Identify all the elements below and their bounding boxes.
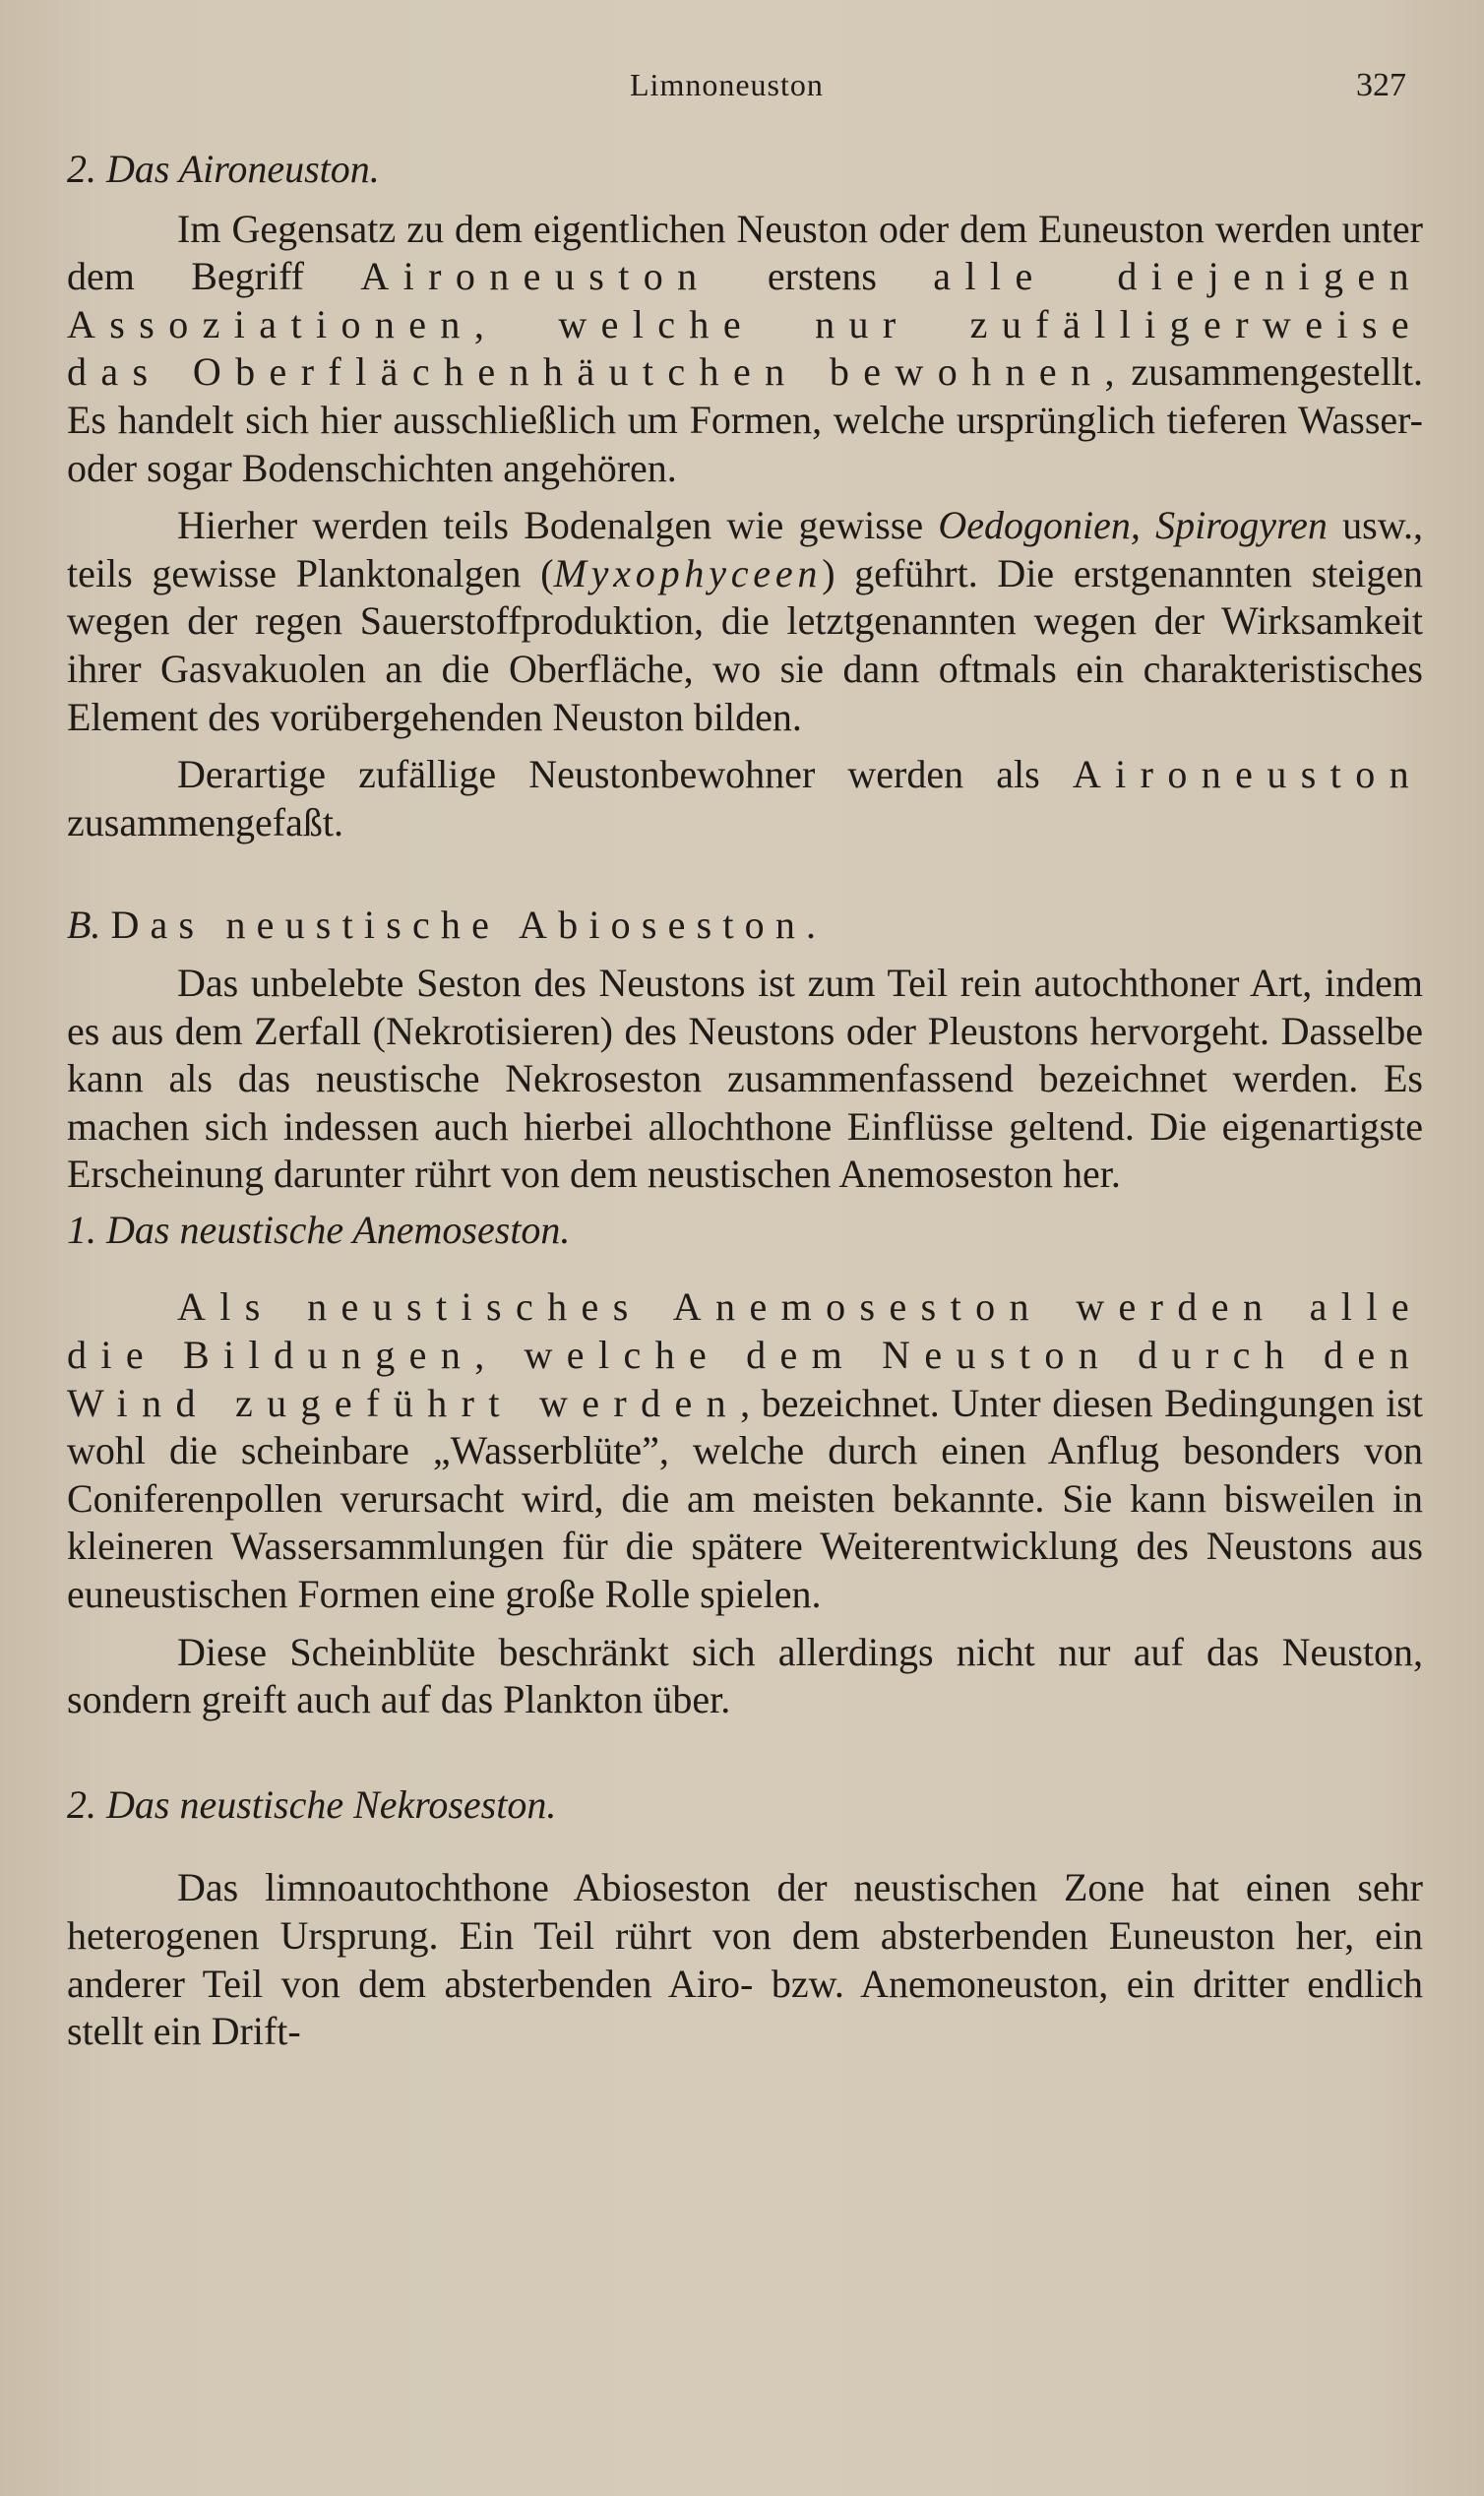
- text-run: Hierher werden teils Bodenalgen wie gewisse: [177, 503, 939, 548]
- text-run: Das limnoautochthone Abioseston der neustischen Zone hat einen sehr heterogenen Ursprung. Ein Teil rührt von dem absterbenden Euneuston her, ein anderer Teil von dem absterbenden Airo- bzw. Anemoneuston, ein dritter endlich stellt ein Drift-: [67, 1865, 1423, 2054]
- body-text: [67, 146, 1423, 2056]
- paragraph: [67, 960, 1423, 1199]
- text-run: ) geführt. Die erstgenannten steigen wegen der regen Sauerstoffproduktion, die letztgenannten wegen der Wirksamkeit ihrer Gasvakuolen an die Oberfläche, wo sie dann oftmals ein charakteristisches Element des vorübergehenden Neuston bilden.: [67, 550, 1424, 739]
- section-heading-anemoseston: 1. Das neustische Anemoseston.: [67, 1207, 571, 1252]
- paragraph: [67, 502, 1423, 741]
- spaced-emphasis: Als neustisches Anemoseston werden alle die Bildungen, welche dem Neuston durch den Wind zugeführt werden: [67, 1284, 1423, 1425]
- paragraph: [67, 751, 1423, 846]
- text-run: , bezeichnet. Unter diesen Bedingungen ist wohl die scheinbare „Wasserblüte”, welche durch einen Anflug besonders von Coniferenpollen verursacht wird, die am meisten bekannte. Sie kann bisweilen in kleineren Wassersammlungen für die spätere Weiterentwicklung des Neustons aus euneustischen Formen eine große Rolle spielen.: [67, 1380, 1423, 1617]
- page-number: 327: [1356, 67, 1406, 103]
- text-run: Im Gegensatz zu dem eigentlichen Neuston oder dem Euneuston werden unter dem Begriff: [67, 206, 1423, 299]
- page-header: [0, 67, 1484, 116]
- text-run: Diese Scheinblüte beschränkt sich allerdings nicht nur auf das Neuston, sondern greift auch auf das Plankton über.: [67, 1629, 1423, 1722]
- heading-title: Das neustische Abioseston.: [110, 903, 828, 948]
- heading-letter: B.: [67, 903, 111, 948]
- paragraph: [67, 1283, 1423, 1618]
- spaced-term: Aironeuston: [360, 254, 711, 299]
- paragraph: [67, 1864, 1423, 2055]
- section-heading-abioseston: [67, 902, 1423, 950]
- section-heading-nekroseston: 2. Das neustische Nekroseston.: [67, 1781, 557, 1827]
- italic-taxa: Oedogonien, Spirogyren: [938, 503, 1328, 548]
- text-run: erstens: [711, 254, 934, 299]
- text-run: usw., teils gewisse Planktonalgen (: [67, 503, 1423, 595]
- running-title: Limnoneuston: [630, 67, 824, 102]
- section-heading-aironeuston: 2. Das Aironeuston.: [67, 147, 380, 191]
- paragraph: [67, 1629, 1423, 1724]
- spaced-emphasis: alle diejenigen Assoziationen, welche nur zufälligerweise das Oberflächenhäutchen bewohnen: [67, 254, 1423, 395]
- text-run: zusammengefaßt.: [67, 799, 343, 844]
- italic-taxa: Myxophyceen: [553, 550, 823, 595]
- text-run: , zusammengestellt. Es handelt sich hier ausschließlich um Formen, welche ursprünglich tieferen Wasser- oder sogar Bodenschichten angehören.: [67, 349, 1423, 490]
- spaced-term: Aironeuston: [1072, 752, 1423, 797]
- text-run: Derartige zufällige Neustonbewohner werden als: [177, 752, 1073, 797]
- text-run: Das unbelebte Seston des Neustons ist zum Teil rein autochthoner Art, indem es aus dem Zerfall (Nekrotisieren) des Neustons oder Pleustons hervorgeht. Dasselbe kann als das neustische Nekroseston zusammenfassend bezeichnet werden. Es machen sich indessen auch hierbei allochthone Einflüsse geltend. Die eigenartigste Erscheinung darunter rührt von dem neustischen Anemoseston her.: [67, 960, 1423, 1197]
- paragraph: [67, 206, 1423, 493]
